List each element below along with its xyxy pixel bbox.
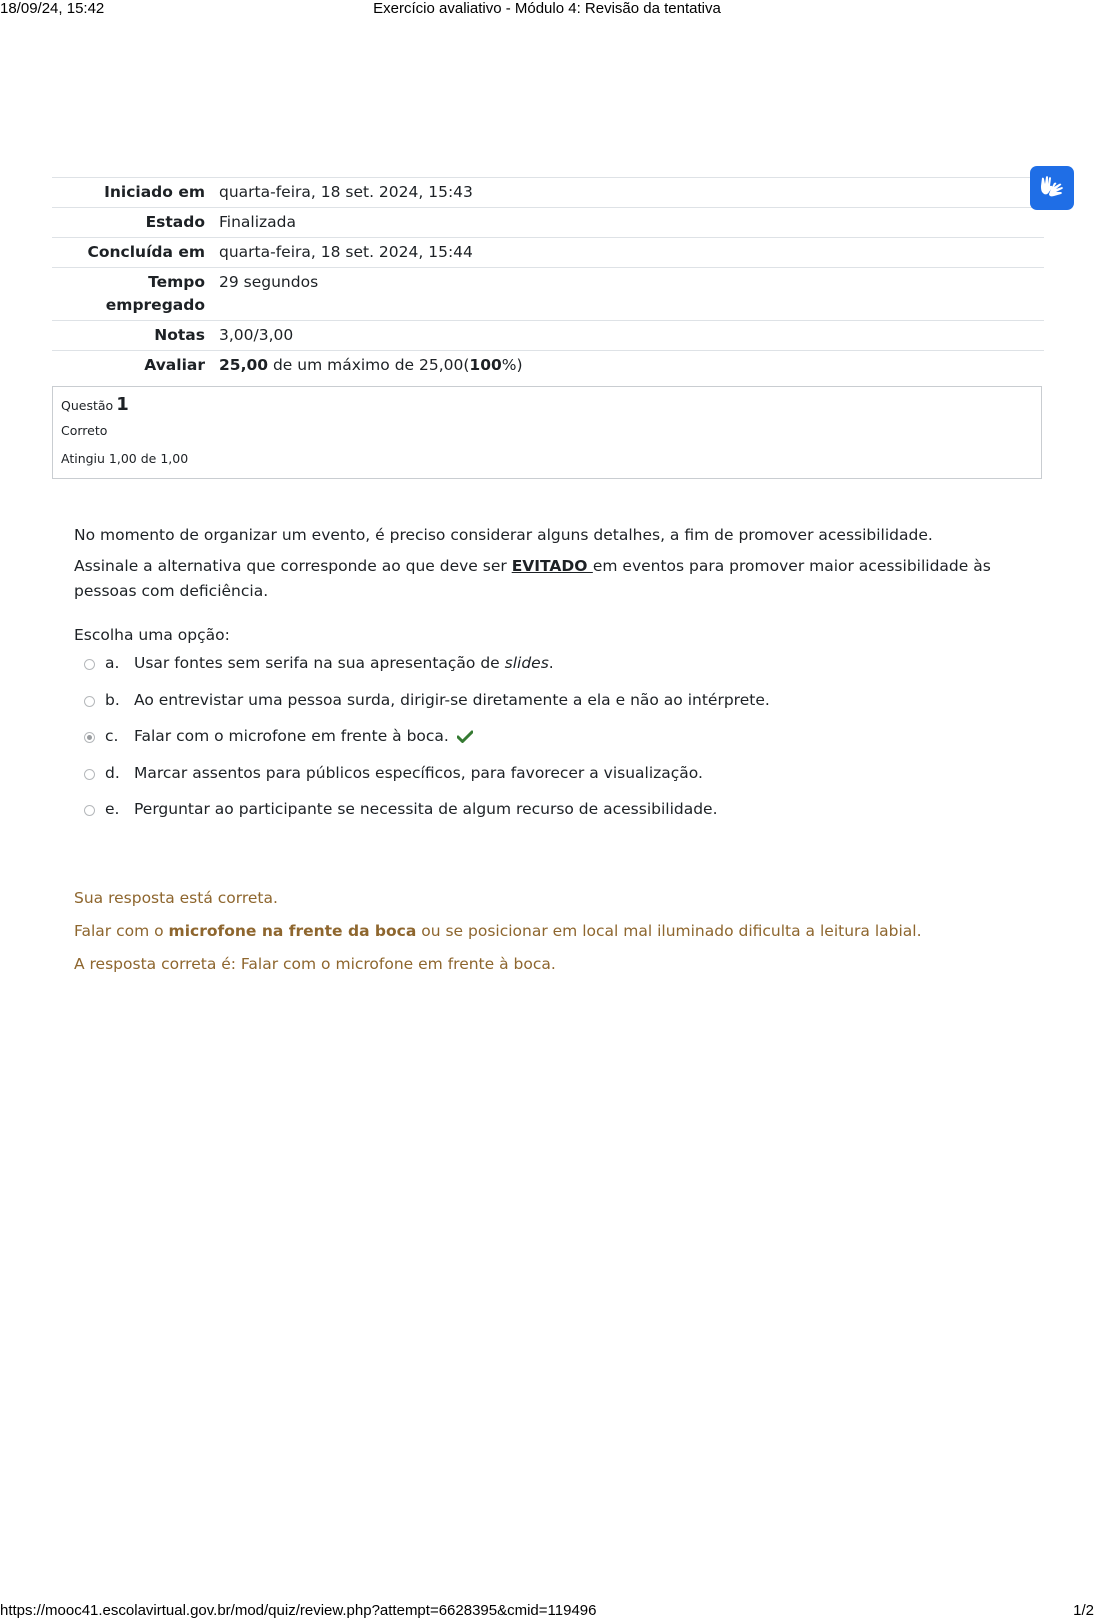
radio-button[interactable] — [84, 805, 95, 816]
instruction-emphasis: EVITADO — [511, 557, 593, 575]
summary-row-grade — [52, 351, 1044, 381]
print-url: https://mooc41.escolavirtual.gov.br/mod/quiz/review.php?attempt=6628395&cmid=119496 — [0, 1602, 597, 1619]
check-icon — [457, 729, 473, 747]
answer-text — [134, 727, 473, 747]
question-points: Atingiu 1,00 de 1,00 — [61, 451, 189, 466]
feedback-part: Falar com o — [74, 922, 169, 940]
question-label: Questão — [61, 398, 114, 413]
grade-score: 25,00 — [219, 356, 269, 374]
answer-letter: e. — [105, 800, 120, 818]
radio-button[interactable] — [84, 696, 95, 707]
question-text-instruction — [74, 554, 1024, 604]
feedback-part: ou se posicionar em local mal iluminado dificulta a leitura labial. — [416, 922, 922, 940]
summary-row-time — [52, 268, 1044, 321]
answer-text: Perguntar ao participante se necessita de algum recurso de acessibilidade. — [134, 800, 718, 818]
print-header — [0, 0, 1094, 20]
answer-text: Marcar assentos para públicos específicos, para favorecer a visualização. — [134, 763, 703, 782]
summary-value: 29 segundos — [212, 268, 1044, 321]
question-number-value: 1 — [116, 394, 129, 415]
summary-row-state — [52, 208, 1044, 238]
radio-button[interactable] — [84, 769, 95, 780]
answer-option-d[interactable] — [84, 764, 984, 801]
answer-letter: d. — [105, 763, 120, 782]
answer-option-e[interactable] — [84, 800, 984, 837]
vlibras-hands-icon — [1038, 175, 1066, 201]
answer-letter: a. — [105, 654, 120, 672]
answer-text-main: Usar fontes sem serifa na sua apresentação de — [134, 654, 505, 672]
feedback-emphasis: microfone na frente da boca — [168, 922, 417, 940]
summary-value: quarta-feira, 18 set. 2024, 15:44 — [212, 238, 1044, 268]
feedback-status: Sua resposta está correta. — [74, 889, 278, 907]
summary-value: Finalizada — [212, 208, 1044, 238]
summary-row-completed — [52, 238, 1044, 268]
summary-value: quarta-feira, 18 set. 2024, 15:43 — [212, 178, 1044, 208]
summary-label: Estado — [52, 208, 212, 238]
question-text-intro: No momento de organizar um evento, é preciso considerar alguns detalhes, a fim de promover acessibilidade. — [74, 526, 933, 544]
answer-text-main: Falar com o microfone em frente à boca. — [134, 727, 449, 745]
feedback-section — [74, 887, 1024, 986]
feedback-general — [74, 920, 1024, 942]
grade-mid: de um máximo de 25,00( — [268, 356, 470, 374]
answer-options — [84, 654, 984, 837]
answer-text — [134, 654, 554, 672]
summary-row-marks — [52, 321, 1044, 351]
question-info-box — [52, 386, 1042, 479]
instruction-part: em eventos para promover maior acessibilidade às pessoas com deficiência. — [74, 557, 991, 600]
answer-letter: b. — [105, 690, 120, 709]
summary-label: Notas — [52, 321, 212, 351]
vlibras-button[interactable] — [1030, 166, 1074, 210]
summary-row-started — [52, 178, 1044, 208]
summary-value: 3,00/3,00 — [212, 321, 1044, 351]
question-number — [61, 394, 1033, 417]
answer-text-suffix: . — [548, 654, 554, 672]
print-title: Exercício avaliativo - Módulo 4: Revisão da tentativa — [373, 0, 721, 17]
question-text — [74, 523, 1024, 610]
print-footer — [0, 1602, 1094, 1622]
attempt-summary-table — [52, 177, 1044, 380]
answer-option-c[interactable] — [84, 727, 984, 764]
summary-label — [52, 268, 212, 321]
answer-letter: c. — [105, 727, 119, 745]
radio-button[interactable] — [84, 659, 95, 670]
summary-label: Concluída em — [52, 238, 212, 268]
answer-option-a[interactable] — [84, 654, 984, 691]
summary-label: Avaliar — [52, 351, 212, 381]
grade-end: %) — [501, 356, 523, 374]
feedback-right-answer: A resposta correta é: Falar com o microfone em frente à boca. — [74, 955, 556, 973]
summary-label: Iniciado em — [52, 178, 212, 208]
print-datetime: 18/09/24, 15:42 — [0, 0, 105, 17]
answer-prompt: Escolha uma opção: — [74, 626, 230, 644]
print-page-number: 1/2 — [1073, 1602, 1094, 1619]
answer-text-italic: slides — [504, 654, 549, 672]
answer-option-b[interactable] — [84, 691, 984, 728]
summary-label-line: empregado — [105, 296, 205, 314]
summary-value — [212, 351, 1044, 381]
grade-percent: 100 — [469, 356, 502, 374]
question-status: Correto — [61, 423, 108, 438]
instruction-part: Assinale a alternativa que corresponde ao que deve ser — [74, 557, 512, 575]
radio-button-selected[interactable] — [84, 732, 95, 743]
summary-label-line: Tempo — [148, 273, 205, 291]
answer-text: Ao entrevistar uma pessoa surda, dirigir-se diretamente a ela e não ao intérprete. — [134, 690, 770, 709]
